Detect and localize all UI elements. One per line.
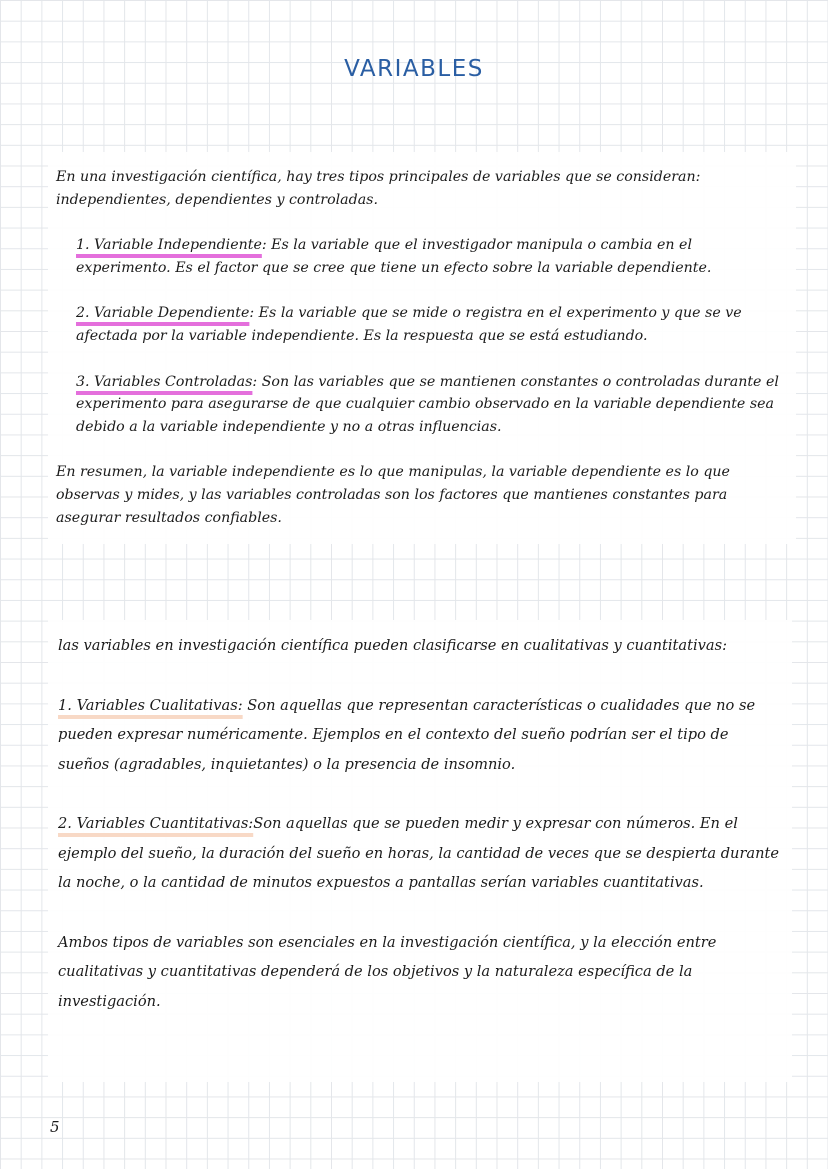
section1-summary: En resumen, la variable independiente es lo que manipulas, la variable dependiente es lo que observas y mides, y las variables controladas son los factores que mantienes constantes para asegurar resultados confiables. — [56, 464, 730, 526]
variable-independiente-text: : Es la variable que el investigador manipula o cambia en el experimento. Es el factor que se cree que tiene un efecto sobre la variable dependiente. — [76, 237, 712, 276]
variable-dependiente-term: 2. Variable Dependiente — [76, 305, 250, 322]
variable-dependiente-item — [56, 302, 786, 347]
section-variable-types — [48, 152, 796, 544]
page-title: VARIABLES — [344, 56, 484, 82]
variables-cualitativas-item — [58, 691, 782, 780]
section1-intro: En una investigación científica, hay tres tipos principales de variables que se consideran: independientes, dependientes y controladas. — [56, 169, 701, 208]
section2-intro: las variables en investigación científica pueden clasificarse en cualitativas y cuantitativas: — [58, 637, 727, 654]
section2-conclusion: Ambos tipos de variables son esenciales en la investigación científica, y la elección entre cualitativas y cuantitativas dependerá de los objetivos y la naturaleza específica de la investigación. — [58, 933, 717, 1010]
variables-controladas-term: 3. Variables Controladas — [76, 373, 253, 390]
variables-cualitativas-term: 1. Variables Cualitativas: — [58, 696, 243, 714]
variables-cuantitativas-item — [58, 809, 782, 898]
variables-cuantitativas-term: 2. Variables Cuantitativas: — [58, 815, 254, 832]
page-number: 5 — [50, 1118, 60, 1136]
variables-controladas-item — [56, 371, 786, 439]
variables-cualitativas-text: Son aquellas que representan características o cualidades que no se pueden expresar numéricamente. Ejemplos en el contexto del sueño podrían ser el tipo de sueños (agradables, inquietantes) o la presencia de insomnio. — [58, 696, 756, 773]
variables-cuantitativas-text: Son aquellas que se pueden medir y expresar con números. En el ejemplo del sueño, la duración del sueño en horas, la cantidad de veces que se despierta durante la noche, o la cantidad de minutos expuestos a pantallas serían variables cuantitativas. — [58, 815, 780, 891]
variable-independiente-item — [56, 234, 786, 279]
variables-controladas-text: : Son las variables que se mantienen constantes o controladas durante el experimento para asegurarse de que cualquier cambio observado en la variable dependiente sea debido a la variable independiente y no a otras influencias. — [76, 373, 779, 435]
section-qualitative-quantitative — [48, 620, 792, 1082]
variable-dependiente-text: : Es la variable que se mide o registra en el experimento y que se ve afectada por la variable independiente. Es la respuesta que se está estudiando. — [76, 305, 742, 344]
variable-independiente-term: 1. Variable Independiente — [76, 237, 262, 254]
